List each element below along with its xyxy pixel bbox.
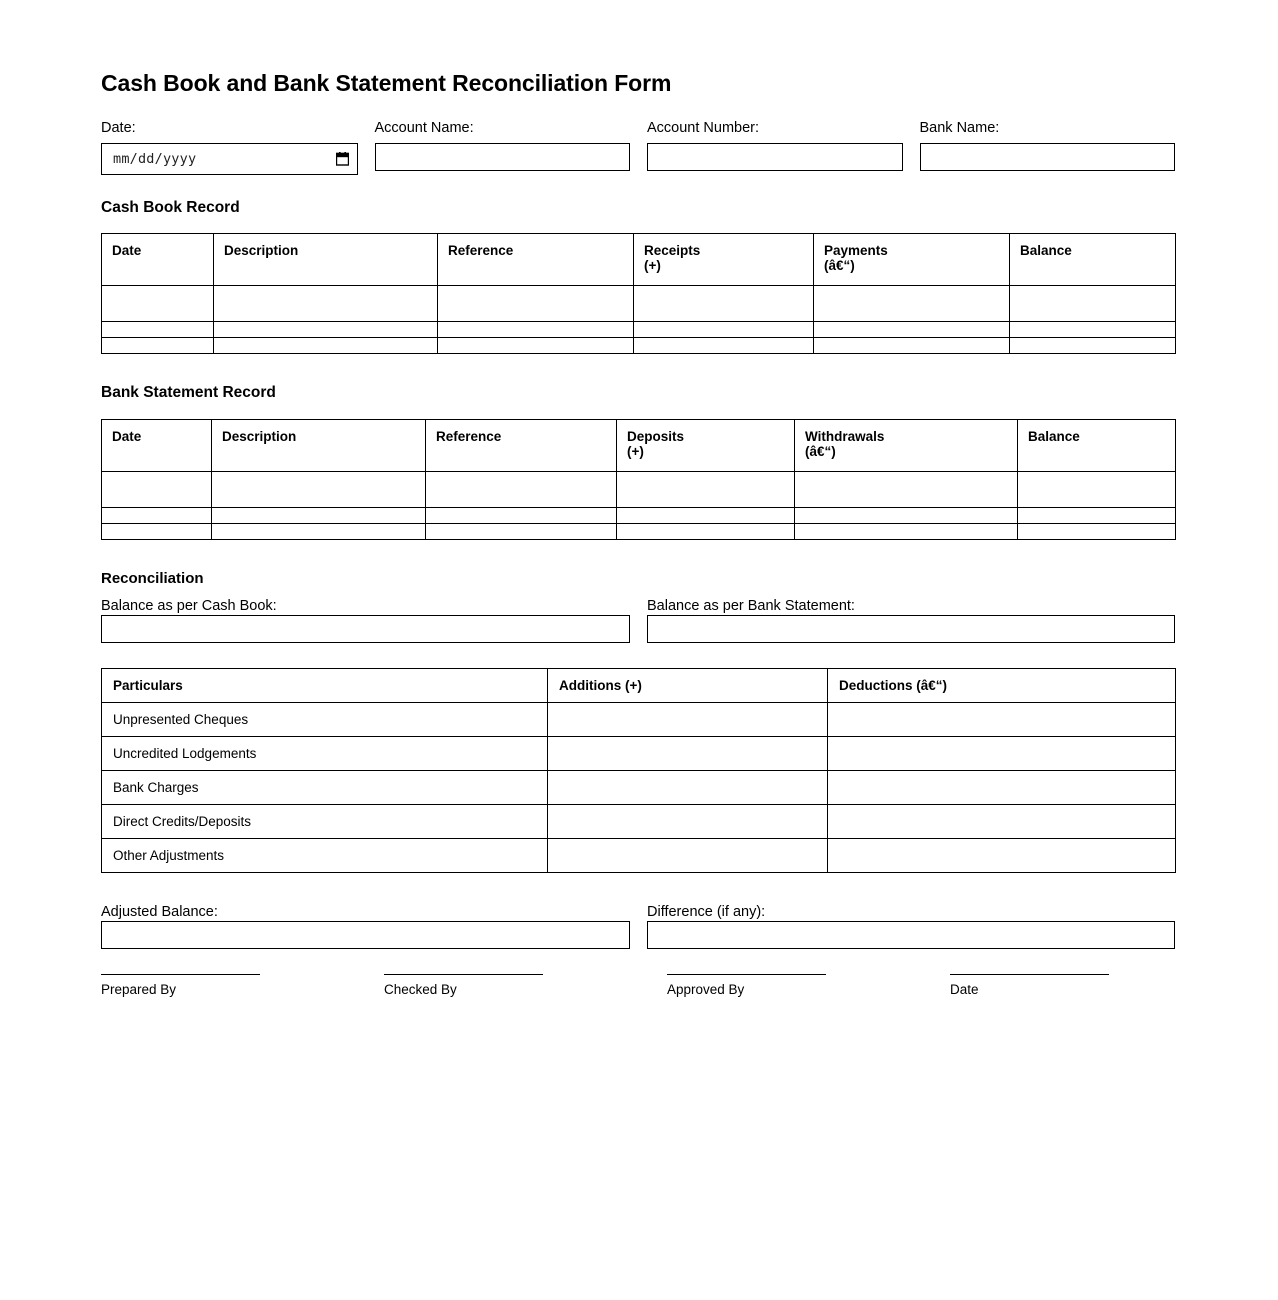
column-header-label: Withdrawals bbox=[805, 428, 885, 444]
signature-label: Prepared By bbox=[101, 981, 177, 997]
signature-line[interactable] bbox=[384, 974, 543, 975]
cell-receipts[interactable] bbox=[634, 286, 814, 322]
signature-approved-by bbox=[667, 974, 950, 998]
table-row[interactable] bbox=[102, 804, 1176, 838]
cell-additions[interactable] bbox=[548, 770, 828, 804]
balance-cash-book-group bbox=[101, 597, 630, 643]
column-header-balance bbox=[1010, 234, 1176, 286]
reconciliation-heading: Reconciliation bbox=[101, 569, 204, 587]
table-row[interactable] bbox=[102, 523, 1176, 539]
column-header-sublabel: (+) bbox=[644, 258, 661, 274]
balance-cash-book-input[interactable] bbox=[101, 615, 630, 643]
bank-statement-table bbox=[101, 419, 1176, 540]
table-row[interactable] bbox=[102, 770, 1176, 804]
particulars-table bbox=[101, 668, 1176, 873]
column-header-description bbox=[212, 419, 426, 471]
table-header-row bbox=[102, 668, 1176, 702]
cell-payments[interactable] bbox=[814, 286, 1010, 322]
signature-label: Date bbox=[950, 981, 979, 997]
column-header-sublabel: (â€“) bbox=[824, 258, 855, 274]
column-header-sublabel: (â€“) bbox=[805, 443, 836, 459]
account-number-field-group bbox=[647, 120, 903, 175]
difference-input[interactable] bbox=[647, 921, 1175, 949]
cell-date[interactable] bbox=[102, 322, 214, 338]
cell-deposits[interactable] bbox=[617, 523, 795, 539]
cell-reference[interactable] bbox=[426, 471, 617, 507]
bank-statement-heading: Bank Statement Record bbox=[101, 384, 276, 402]
cell-particular: Uncredited Lodgements bbox=[102, 736, 548, 770]
column-header-deductions: Deductions (â€“) bbox=[828, 668, 1176, 702]
cash-book-heading: Cash Book Record bbox=[101, 198, 240, 216]
cell-balance[interactable] bbox=[1018, 471, 1176, 507]
cash-book-table bbox=[101, 233, 1176, 354]
cell-deductions[interactable] bbox=[828, 702, 1176, 736]
table-row[interactable] bbox=[102, 286, 1176, 322]
signature-line[interactable] bbox=[101, 974, 260, 975]
column-header-reference bbox=[426, 419, 617, 471]
signature-line[interactable] bbox=[667, 974, 826, 975]
table-row[interactable] bbox=[102, 736, 1176, 770]
difference-label: Difference (if any): bbox=[647, 903, 766, 920]
column-header-label: Description bbox=[222, 428, 297, 444]
cell-particular: Other Adjustments bbox=[102, 838, 548, 872]
table-row[interactable] bbox=[102, 838, 1176, 872]
signature-line[interactable] bbox=[950, 974, 1109, 975]
column-header-label: Date bbox=[112, 243, 142, 259]
date-label: Date: bbox=[101, 119, 136, 136]
bank-name-field-group bbox=[920, 120, 1176, 175]
column-header-label: Balance bbox=[1020, 243, 1072, 259]
calendar-icon[interactable] bbox=[336, 152, 349, 166]
cell-reference[interactable] bbox=[426, 523, 617, 539]
cell-balance[interactable] bbox=[1010, 322, 1176, 338]
cell-date[interactable] bbox=[102, 507, 212, 523]
column-header-additions: Additions (+) bbox=[548, 668, 828, 702]
adjusted-balance-input[interactable] bbox=[101, 921, 630, 949]
cell-description[interactable] bbox=[214, 286, 438, 322]
balance-cash-book-label: Balance as per Cash Book: bbox=[101, 597, 277, 614]
column-header-label: Reference bbox=[436, 428, 502, 444]
table-header-row bbox=[102, 419, 1176, 471]
cell-reference[interactable] bbox=[438, 338, 634, 354]
bank-name-input[interactable] bbox=[920, 143, 1176, 171]
cell-withdrawals[interactable] bbox=[795, 471, 1018, 507]
account-name-label: Account Name: bbox=[374, 119, 474, 136]
date-input[interactable] bbox=[101, 143, 358, 175]
cell-description[interactable] bbox=[214, 338, 438, 354]
cell-balance[interactable] bbox=[1018, 507, 1176, 523]
cell-date[interactable] bbox=[102, 523, 212, 539]
cell-additions[interactable] bbox=[548, 702, 828, 736]
cell-balance[interactable] bbox=[1010, 286, 1176, 322]
column-header-receipts bbox=[634, 234, 814, 286]
table-row[interactable] bbox=[102, 471, 1176, 507]
cell-receipts[interactable] bbox=[634, 322, 814, 338]
cell-balance[interactable] bbox=[1010, 338, 1176, 354]
cell-description[interactable] bbox=[212, 471, 426, 507]
signature-date bbox=[950, 974, 1233, 998]
cell-reference[interactable] bbox=[438, 286, 634, 322]
cell-additions[interactable] bbox=[548, 804, 828, 838]
cell-description[interactable] bbox=[214, 322, 438, 338]
date-placeholder-text: mm/dd/yyyy bbox=[113, 150, 197, 167]
cell-date[interactable] bbox=[102, 338, 214, 354]
cell-balance[interactable] bbox=[1018, 523, 1176, 539]
page-title: Cash Book and Bank Statement Reconciliation Form bbox=[101, 70, 672, 96]
table-row[interactable] bbox=[102, 702, 1176, 736]
signature-label: Checked By bbox=[384, 981, 457, 997]
cell-particular: Direct Credits/Deposits bbox=[102, 804, 548, 838]
column-header-label: Payments bbox=[824, 243, 888, 259]
cell-description[interactable] bbox=[212, 507, 426, 523]
cell-payments[interactable] bbox=[814, 338, 1010, 354]
signature-row bbox=[101, 974, 1175, 998]
cell-particular: Unpresented Cheques bbox=[102, 702, 548, 736]
header-fields-row bbox=[101, 120, 1175, 175]
totals-row bbox=[101, 903, 1175, 949]
cell-additions[interactable] bbox=[548, 736, 828, 770]
cell-deductions[interactable] bbox=[828, 736, 1176, 770]
cell-reference[interactable] bbox=[426, 507, 617, 523]
column-header-label: Reference bbox=[448, 243, 514, 259]
column-header-reference bbox=[438, 234, 634, 286]
cell-description[interactable] bbox=[212, 523, 426, 539]
cell-deductions[interactable] bbox=[828, 838, 1176, 872]
table-row[interactable] bbox=[102, 507, 1176, 523]
cell-date[interactable] bbox=[102, 286, 214, 322]
cell-withdrawals[interactable] bbox=[795, 523, 1018, 539]
signature-checked-by bbox=[384, 974, 667, 998]
cell-particular: Bank Charges bbox=[102, 770, 548, 804]
signature-prepared-by bbox=[101, 974, 384, 998]
column-header-label: Receipts bbox=[644, 243, 701, 259]
cell-deductions[interactable] bbox=[828, 770, 1176, 804]
signature-label: Approved By bbox=[667, 981, 745, 997]
bank-name-label: Bank Name: bbox=[919, 119, 1000, 136]
column-header-withdrawals bbox=[795, 419, 1018, 471]
date-field-group bbox=[101, 120, 358, 175]
column-header-deposits bbox=[617, 419, 795, 471]
balance-bank-statement-group bbox=[647, 597, 1175, 643]
difference-group bbox=[647, 903, 1175, 949]
balance-bank-statement-label: Balance as per Bank Statement: bbox=[647, 597, 855, 614]
cell-reference[interactable] bbox=[438, 322, 634, 338]
column-header-sublabel: (+) bbox=[627, 443, 644, 459]
column-header-particulars: Particulars bbox=[102, 668, 548, 702]
adjusted-balance-label: Adjusted Balance: bbox=[101, 903, 218, 920]
cell-date[interactable] bbox=[102, 471, 212, 507]
column-header-date bbox=[102, 234, 214, 286]
column-header-label: Deposits bbox=[627, 428, 685, 444]
column-header-label: Balance bbox=[1028, 428, 1080, 444]
balance-bank-statement-input[interactable] bbox=[647, 615, 1175, 643]
column-header-description bbox=[214, 234, 438, 286]
adjusted-balance-group bbox=[101, 903, 630, 949]
table-row[interactable] bbox=[102, 322, 1176, 338]
cell-deductions[interactable] bbox=[828, 804, 1176, 838]
column-header-payments bbox=[814, 234, 1010, 286]
cell-withdrawals[interactable] bbox=[795, 507, 1018, 523]
cell-additions[interactable] bbox=[548, 838, 828, 872]
column-header-date bbox=[102, 419, 212, 471]
cell-deposits[interactable] bbox=[617, 471, 795, 507]
column-header-label: Description bbox=[224, 243, 299, 259]
table-row[interactable] bbox=[102, 338, 1176, 354]
cell-deposits[interactable] bbox=[617, 507, 795, 523]
account-name-input[interactable] bbox=[375, 143, 631, 171]
account-number-input[interactable] bbox=[647, 143, 903, 171]
table-header-row bbox=[102, 234, 1176, 286]
account-number-label: Account Number: bbox=[647, 119, 760, 136]
cell-payments[interactable] bbox=[814, 322, 1010, 338]
cell-receipts[interactable] bbox=[634, 338, 814, 354]
balances-row bbox=[101, 597, 1175, 643]
account-name-field-group bbox=[375, 120, 631, 175]
column-header-balance bbox=[1018, 419, 1176, 471]
column-header-label: Date bbox=[112, 428, 142, 444]
